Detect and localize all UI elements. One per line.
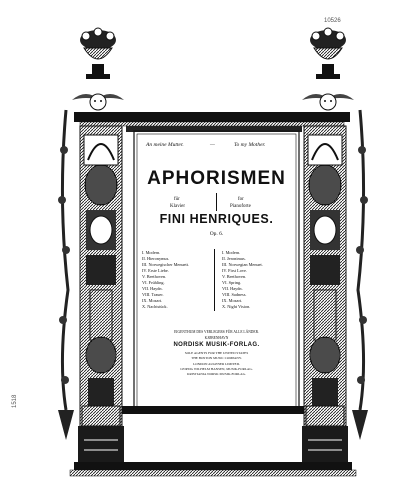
pieces-divider (214, 249, 215, 311)
list-item: V. Beethoven. (142, 274, 167, 279)
list-item: III. Norwegian Menuet. (222, 262, 263, 267)
list-item: III. Norwegischer Menuett. (142, 262, 190, 267)
instrument-left-fur: für (174, 197, 180, 202)
instrument-left-name: Klavier (170, 204, 185, 209)
instrument-right-for: for (238, 197, 244, 202)
list-item: II. Hieronymus. (142, 256, 170, 261)
right-garland-icon (352, 110, 368, 440)
title-panel (138, 135, 295, 406)
list-item: IX. Mozart. (142, 298, 163, 303)
list-item: IV. First Love. (222, 268, 247, 273)
pieces-list-german (142, 250, 189, 310)
left-urn-icon (80, 28, 116, 79)
list-item: VIII. Sadness. (222, 292, 247, 297)
publisher-kristiania: KRISTIANIA NORSK MUSIK-FORLAG. (187, 372, 246, 376)
list-item: VIII. Trauer. (142, 292, 164, 297)
list-item: VI. Spring. (222, 280, 242, 285)
composer-name: FINI HENRIQUES. (159, 212, 274, 226)
dedication-german: An meine Mutter. (146, 142, 184, 148)
right-cherub-icon (302, 94, 354, 110)
list-item: X. Nachtstück. (142, 304, 168, 309)
list-item: IX. Mozart. (222, 298, 243, 303)
dedication-dash: — (210, 142, 215, 148)
publisher-leipzig: LEIPZIG WILHELM HANSEN, MUSIK-FORLAG. (180, 367, 253, 371)
list-item: VI. Frühling. (142, 280, 165, 285)
left-cherub-icon (72, 94, 124, 110)
publisher-london: LONDON AUGENER LIMITED. (193, 362, 240, 366)
instrument-divider (216, 193, 217, 211)
list-item: I. Modern. (142, 250, 161, 255)
left-column (78, 126, 124, 466)
pieces-list-english (222, 250, 263, 310)
list-item: VII. Haydn. (222, 286, 243, 291)
publisher-agents-1: SOLE AGENTS FOR THE UNITED STATES (184, 351, 249, 355)
list-item: X. Night Vision. (222, 304, 251, 309)
publisher-name: NORDISK MUSIK-FORLAG. (173, 342, 260, 348)
side-stamp: 1518 (12, 394, 18, 408)
publisher-city: KJØBENHAVN (204, 336, 229, 340)
dedication-english: To my Mother. (234, 142, 266, 148)
work-title: APHORISMEN (147, 168, 286, 189)
list-item: IV. Erste Liebe. (142, 268, 169, 273)
publisher-agents-2: THE BOSTON MUSIC COMPANY. (191, 356, 242, 360)
opus-number: Op. 6. (209, 231, 224, 237)
left-garland-icon (58, 110, 74, 440)
right-column (302, 126, 348, 466)
catalog-stamp: 10526 (324, 18, 341, 24)
list-item: II. Jeronimus. (222, 256, 246, 261)
instrument-right-name: Pianoforte (230, 204, 251, 209)
right-urn-icon (310, 28, 346, 79)
list-item: VII. Haydn. (142, 286, 163, 291)
list-item: V. Beethoven. (222, 274, 247, 279)
list-item: I. Modern. (222, 250, 241, 255)
publisher-rights: EIGENTHUM DES VERLEGERS FÜR ALLE LÄNDER. (174, 330, 259, 334)
